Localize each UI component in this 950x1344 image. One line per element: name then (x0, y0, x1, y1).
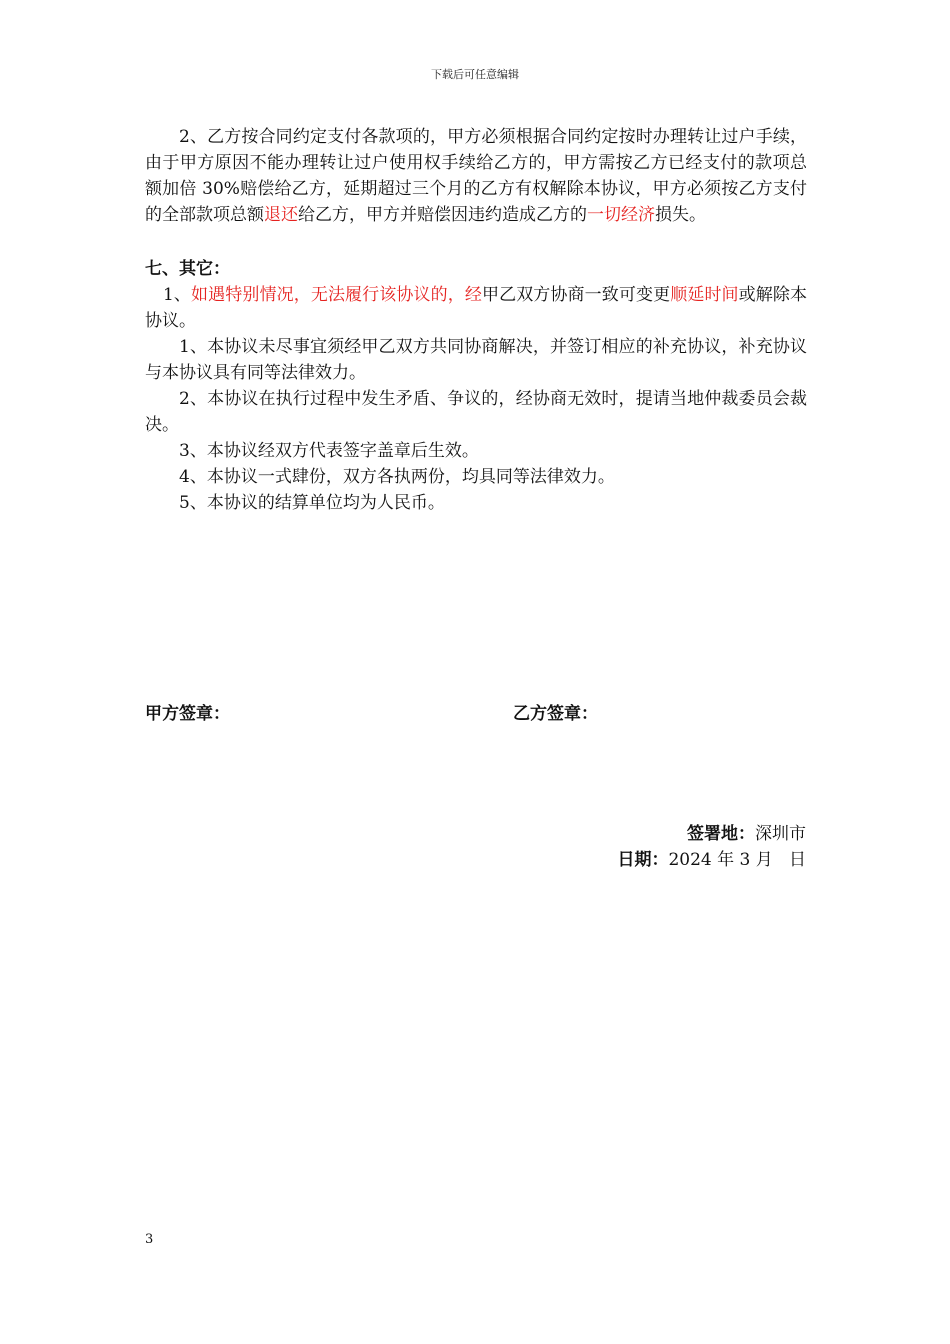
special-item-highlight-1: 如遇特别情况，无法履行该协议的，经 (191, 285, 482, 305)
section7-item: 5、本协议的结算单位均为人民币。 (179, 493, 445, 513)
section7-item: 3、本协议经双方代表签字盖章后生效。 (179, 441, 479, 461)
page-header: 下载后可任意编辑 (431, 68, 519, 81)
item2-highlight-refund: 退还 (264, 205, 298, 225)
signing-info (617, 821, 806, 873)
item2-text-part3: 损失。 (655, 205, 706, 225)
party-a-signature-label: 甲方签章： (145, 704, 230, 724)
signing-date-label: 日期： (617, 850, 669, 870)
section7-item: 2、本协议在执行过程中发生矛盾、争议的，经协商无效时，提请当地仲裁委员会裁决。 (145, 389, 807, 435)
signing-date-value: 2024 年 3 月 日 (668, 850, 806, 870)
special-item-suffix: 或解除本协议。 (145, 285, 808, 331)
section7-item: 1、本协议未尽事宜须经甲乙双方共同协商解决，并签订相应的补充协议，补充协议与本协议具有同等法律效力。 (145, 337, 807, 383)
document-body (145, 124, 807, 516)
party-b-signature-label: 乙方签章： (513, 704, 598, 724)
item2-highlight-economic: 一切经济 (587, 205, 655, 225)
signing-place (617, 821, 806, 847)
section7-special-item (145, 282, 807, 334)
signing-place-value: 深圳市 (755, 824, 806, 844)
signing-place-label: 签署地： (687, 824, 755, 844)
item2-text-part1: 2、乙方按合同约定支付各款项的，甲方必须根据合同约定按时办理转让过户手续，由于甲方原因不能办理转让过户使用权手续给乙方的，甲方需按乙方已经支付的款项总额加倍 30%赔偿给乙方，延期超过三个月的乙方有权解除本协议，甲方必须按乙方支付的全部款项总额 (145, 127, 807, 225)
signing-date (617, 847, 806, 873)
special-item-prefix: 1、 (163, 285, 192, 305)
section7-heading: 七、其它： (145, 259, 230, 279)
special-item-highlight-2: 顺延时间 (670, 285, 739, 305)
section7-item: 4、本协议一式肆份，双方各执两份，均具同等法律效力。 (179, 467, 615, 487)
page-number: 3 (145, 1232, 154, 1247)
item2-text-part2: 给乙方，甲方并赔偿因违约造成乙方的 (298, 205, 587, 225)
section6-item2 (145, 124, 807, 228)
special-item-middle: 甲乙双方协商一致可变更 (481, 285, 671, 305)
